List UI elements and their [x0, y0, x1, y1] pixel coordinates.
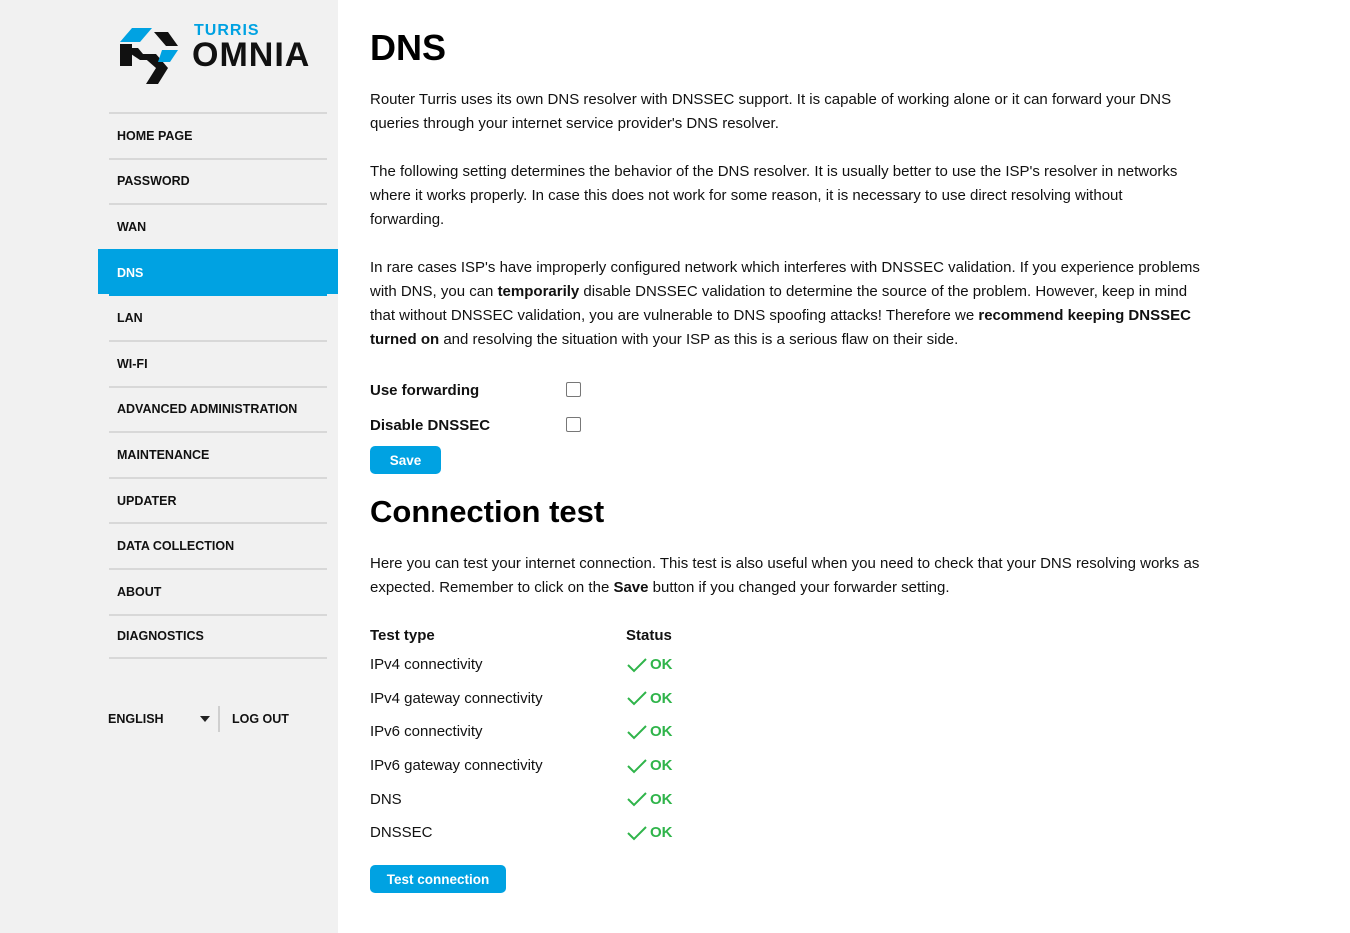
status-ok: OK — [650, 723, 673, 741]
checkmark-icon — [626, 724, 648, 740]
connection-test-text — [370, 552, 1200, 600]
connection-test-text-part-2: button if you changed your forwarder setting. — [648, 579, 950, 596]
checkmark-icon — [626, 758, 648, 774]
save-button[interactable]: Save — [370, 446, 441, 474]
sidebar-item-home-page[interactable]: HOME PAGE — [109, 112, 327, 158]
test-type-cell: IPv6 connectivity — [370, 723, 483, 741]
dns-intro-text: Router Turris uses its own DNS resolver with DNSSEC support. It is capable of working alone or it can forward your DNS queries through your internet service provider's DNS resolver. — [370, 91, 1172, 132]
status-ok: OK — [650, 757, 673, 775]
use-forwarding-checkbox[interactable] — [566, 382, 581, 397]
sidebar-item-updater[interactable]: UPDATER — [109, 477, 327, 523]
checkmark-icon — [626, 825, 648, 841]
logo-turris-text: TURRIS — [194, 22, 260, 39]
dnssec-warning-part-2: disable DNSSEC validation to determine the source of the problem. However, keep in mind that without DNSSEC validation, you are vulnerable to DNS spoofing attacks! Therefore we — [370, 283, 1188, 324]
test-type-cell: DNS — [370, 790, 402, 808]
page-title: DNS — [370, 27, 447, 68]
divider — [218, 706, 220, 732]
connection-test-title: Connection test — [370, 494, 605, 529]
status-cell — [626, 682, 673, 716]
dnssec-warning-emphasis-temporarily: temporarily — [497, 283, 580, 300]
connection-test-save-emphasis: Save — [613, 579, 649, 596]
table-row — [370, 648, 673, 682]
connection-test-text-part-1: Here you can test your internet connection. This test is also useful when you need to check that your DNS resolving works as expected. Remember to click on the — [370, 555, 1200, 596]
status-cell — [626, 715, 673, 749]
status-cell — [626, 816, 673, 850]
dnssec-warning-part-1: In rare cases ISP's have improperly configured network which interferes with DNSSEC validation. If you experience problems with DNS, you can — [370, 259, 1200, 300]
dns-behavior-text: The following setting determines the behavior of the DNS resolver. It is usually better to use the ISP's resolver in networks where it works properly. In case this does not work for some reason, it is necessary to use direct resolving without forwarding. — [370, 163, 1178, 228]
sidebar-item-wan[interactable]: WAN — [109, 203, 327, 249]
disable-dnssec-label: Disable DNSSEC — [370, 417, 491, 434]
logo-omnia-text: OMNIA — [192, 36, 311, 74]
test-type-cell: DNSSEC — [370, 824, 433, 842]
use-forwarding-label: Use forwarding — [370, 382, 480, 399]
turris-logo-icon — [118, 22, 184, 88]
test-type-cell: IPv4 connectivity — [370, 656, 483, 674]
dnssec-warning-text — [370, 256, 1200, 352]
table-row — [370, 715, 673, 749]
sidebar-item-about[interactable]: ABOUT — [109, 568, 327, 614]
test-connection-button[interactable]: Test connection — [370, 865, 506, 893]
checkmark-icon — [626, 690, 648, 706]
table-row — [370, 816, 673, 850]
connection-test-table — [370, 622, 673, 850]
sidebar-item-diagnostics[interactable]: DIAGNOSTICS — [109, 614, 327, 660]
status-cell — [626, 749, 673, 783]
status-cell — [626, 648, 673, 682]
checkmark-icon — [626, 657, 648, 673]
status-ok: OK — [650, 790, 673, 808]
sidebar-item-dns[interactable]: DNS — [98, 249, 338, 295]
chevron-down-icon[interactable] — [200, 716, 210, 722]
sidebar-nav — [109, 112, 327, 659]
table-row — [370, 682, 673, 716]
status-cell — [626, 782, 673, 816]
status-ok: OK — [650, 656, 673, 674]
logout-link[interactable]: LOG OUT — [232, 712, 289, 726]
language-select[interactable]: ENGLISH — [108, 712, 164, 726]
table-row — [370, 782, 673, 816]
dnssec-warning-part-3: and resolving the situation with your ISP as this is a serious flaw on their side. — [439, 331, 959, 348]
status-ok: OK — [650, 689, 673, 707]
turris-omnia-logo[interactable] — [118, 20, 328, 92]
table-header-row — [370, 622, 673, 648]
sidebar-item-password[interactable]: PASSWORD — [109, 158, 327, 204]
test-type-cell: IPv4 gateway connectivity — [370, 689, 543, 707]
table-row — [370, 749, 673, 783]
sidebar-item-advanced-administration[interactable]: ADVANCED ADMINISTRATION — [109, 386, 327, 432]
column-header-test-type: Test type — [370, 626, 435, 644]
sidebar-item-maintenance[interactable]: MAINTENANCE — [109, 431, 327, 477]
test-type-cell: IPv6 gateway connectivity — [370, 757, 543, 775]
checkmark-icon — [626, 791, 648, 807]
sidebar — [0, 0, 338, 933]
column-header-status: Status — [626, 626, 672, 644]
sidebar-item-wifi[interactable]: WI-FI — [109, 340, 327, 386]
status-ok: OK — [650, 824, 673, 842]
dnssec-warning-emphasis-recommend: recommend keeping DNSSEC turned on — [370, 307, 1191, 348]
sidebar-item-data-collection[interactable]: DATA COLLECTION — [109, 522, 327, 568]
disable-dnssec-checkbox[interactable] — [566, 417, 581, 432]
sidebar-item-lan[interactable]: LAN — [109, 294, 327, 340]
